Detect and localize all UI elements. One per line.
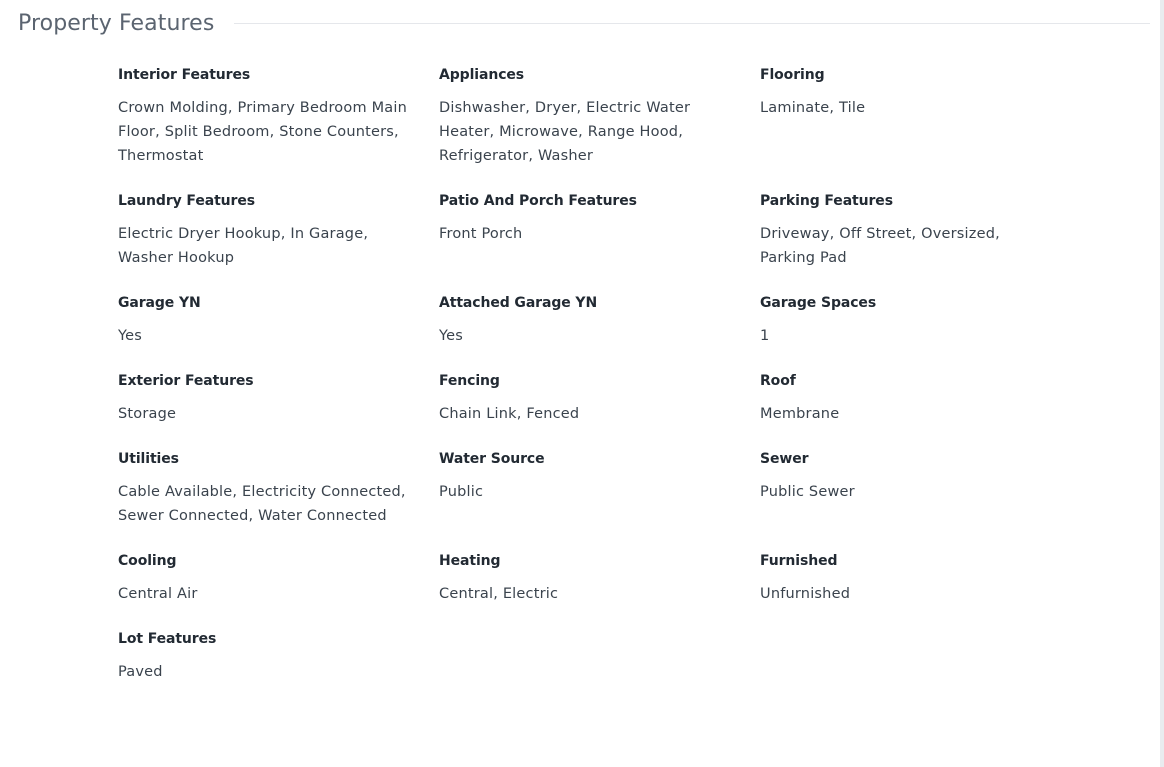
feature-value: 1 <box>760 328 770 344</box>
feature-value: Central Air <box>118 586 198 602</box>
feature-lot-features <box>118 628 439 706</box>
feature-label: Cooling <box>118 553 177 569</box>
feature-value: Crown Molding, Primary Bedroom Main Floor, Split Bedroom, Stone Counters, Thermostat <box>118 100 407 164</box>
feature-label: Sewer <box>760 451 809 467</box>
feature-label: Furnished <box>760 553 838 569</box>
feature-label: Garage Spaces <box>760 295 877 311</box>
feature-patio-porch-features <box>439 190 760 292</box>
feature-label: Parking Features <box>760 193 893 209</box>
feature-label: Lot Features <box>118 631 217 647</box>
feature-value: Yes <box>118 328 143 344</box>
feature-value: Cable Available, Electricity Connected, Sewer Connected, Water Connected <box>118 484 406 524</box>
feature-value: Public <box>439 484 484 500</box>
feature-cooling <box>118 550 439 628</box>
feature-label: Garage YN <box>118 295 201 311</box>
feature-value: Membrane <box>760 406 840 422</box>
feature-label: Patio And Porch Features <box>439 193 637 209</box>
feature-value: Yes <box>439 328 464 344</box>
feature-value: Unfurnished <box>760 586 851 602</box>
feature-label: Interior Features <box>118 67 251 83</box>
feature-label: Water Source <box>439 451 545 467</box>
feature-attached-garage-yn <box>439 292 760 370</box>
feature-garage-spaces <box>760 292 1060 370</box>
feature-laundry-features <box>118 190 439 292</box>
feature-value: Paved <box>118 664 163 680</box>
feature-value: Driveway, Off Street, Oversized, Parking Pad <box>760 226 1000 266</box>
section-title: Property Features <box>18 10 215 36</box>
feature-parking-features <box>760 190 1060 292</box>
feature-value: Laminate, Tile <box>760 100 866 116</box>
feature-label: Exterior Features <box>118 373 254 389</box>
section-header <box>18 6 1150 40</box>
feature-sewer <box>760 448 1060 550</box>
feature-label: Heating <box>439 553 501 569</box>
feature-appliances <box>439 64 760 190</box>
feature-label: Attached Garage YN <box>439 295 598 311</box>
feature-value: Front Porch <box>439 226 523 242</box>
feature-value: Central, Electric <box>439 586 559 602</box>
feature-value: Dishwasher, Dryer, Electric Water Heater, Microwave, Range Hood, Refrigerator, Washer <box>439 100 691 164</box>
feature-roof <box>760 370 1060 448</box>
feature-utilities <box>118 448 439 550</box>
feature-water-source <box>439 448 760 550</box>
feature-label: Fencing <box>439 373 500 389</box>
feature-garage-yn <box>118 292 439 370</box>
feature-label: Roof <box>760 373 796 389</box>
feature-value: Electric Dryer Hookup, In Garage, Washer Hookup <box>118 226 369 266</box>
feature-furnished <box>760 550 1060 628</box>
feature-label: Laundry Features <box>118 193 255 209</box>
feature-value: Storage <box>118 406 177 422</box>
feature-flooring <box>760 64 1060 190</box>
feature-interior-features <box>118 64 439 190</box>
section-divider <box>234 23 1150 24</box>
scrollbar-track[interactable] <box>1160 0 1164 767</box>
feature-exterior-features <box>118 370 439 448</box>
feature-value: Chain Link, Fenced <box>439 406 580 422</box>
feature-value: Public Sewer <box>760 484 855 500</box>
feature-label: Flooring <box>760 67 825 83</box>
feature-fencing <box>439 370 760 448</box>
feature-label: Utilities <box>118 451 179 467</box>
feature-heating <box>439 550 760 628</box>
features-grid <box>118 64 1078 706</box>
feature-label: Appliances <box>439 67 525 83</box>
